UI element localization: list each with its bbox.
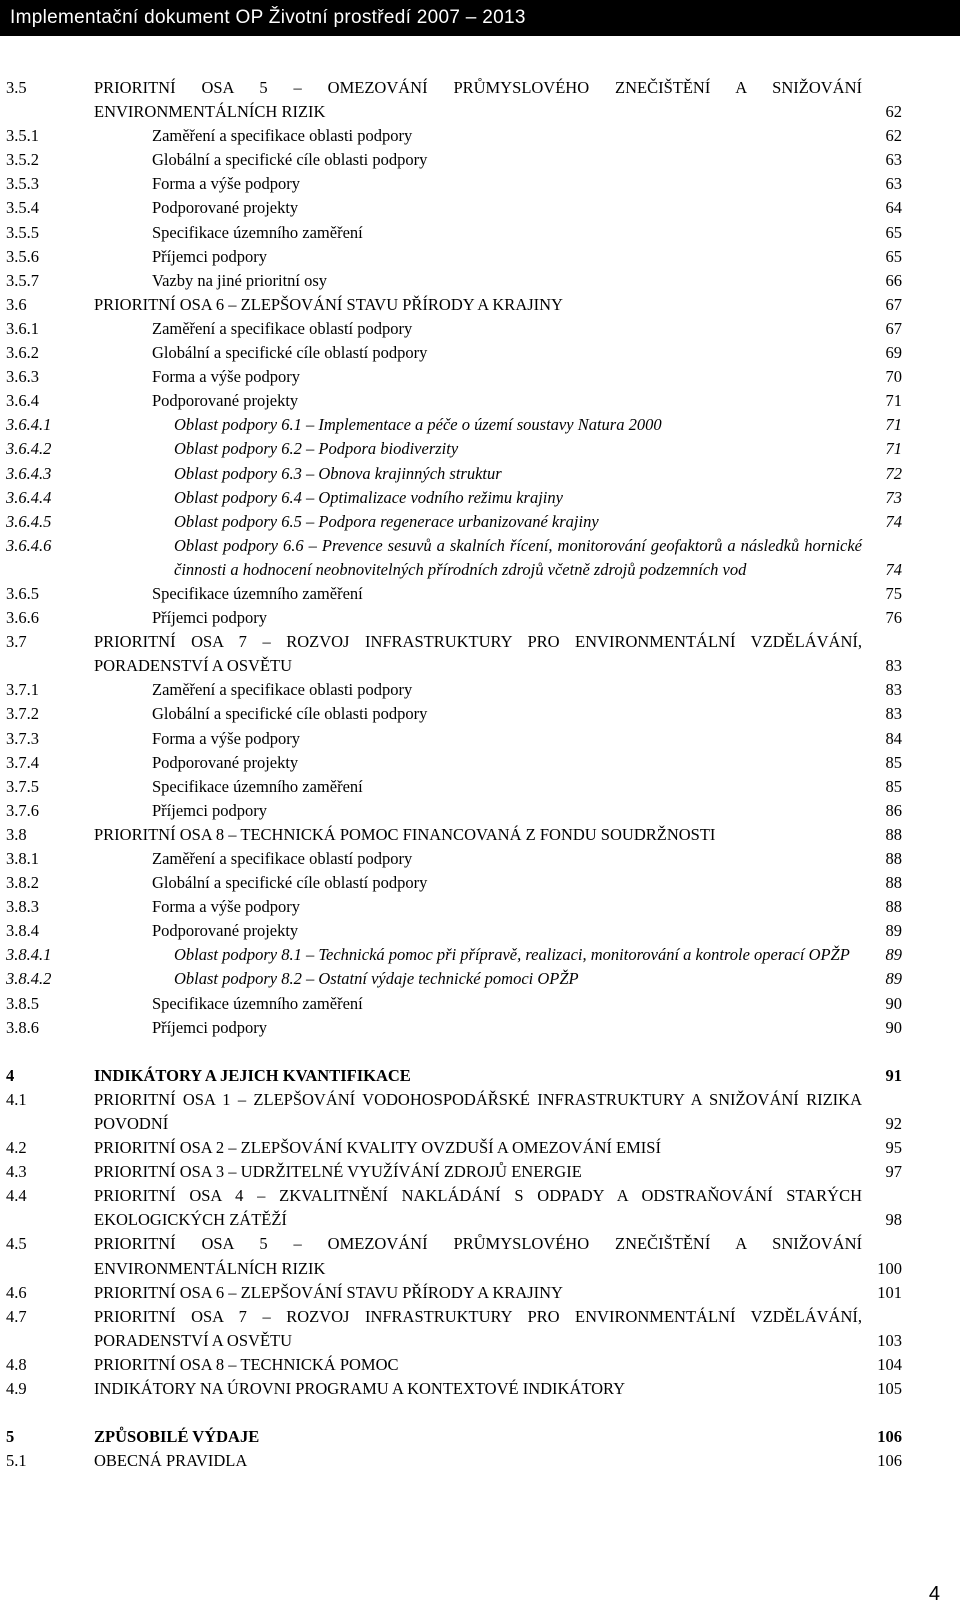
toc-entry[interactable] — [6, 76, 902, 124]
toc-entry-number: 4.2 — [6, 1138, 27, 1158]
toc-entry-title: Příjemci podpory — [152, 246, 268, 266]
toc-entry-page: 106 — [877, 1451, 902, 1471]
toc-entry[interactable] — [6, 775, 902, 799]
toc-entry[interactable] — [6, 269, 902, 293]
toc-entry-title: PRIORITNÍ OSA 6 – ZLEPŠOVÁNÍ STAVU PŘÍRODY A KRAJINY — [94, 294, 563, 314]
toc-entry[interactable] — [6, 221, 902, 245]
toc-entry-number: 3.7.6 — [6, 800, 39, 820]
toc-entry-page: 63 — [885, 150, 902, 170]
toc-entry-title: Příjemci podpory — [152, 1017, 268, 1037]
toc-entry-page: 89 — [885, 945, 902, 965]
toc-entry-page: 76 — [885, 608, 902, 628]
toc-entry-page: 66 — [885, 270, 902, 290]
toc-entry[interactable] — [6, 124, 902, 148]
toc-entry-number: 4.3 — [6, 1162, 27, 1182]
toc-entry-page: 62 — [885, 126, 902, 146]
toc-entry-title: Příjemci podpory — [152, 800, 268, 820]
toc-entry[interactable] — [6, 293, 902, 317]
toc-entry[interactable] — [6, 943, 902, 967]
toc-entry[interactable] — [6, 1088, 902, 1136]
toc-entry[interactable] — [6, 245, 902, 269]
toc-entry[interactable] — [6, 1449, 902, 1473]
toc-entry-title: Příjemci podpory — [152, 608, 268, 628]
toc-entry-number: 3.6.4.1 — [6, 415, 52, 435]
toc-entry-page: 70 — [885, 367, 902, 387]
toc-entry-number: 3.6.4.6 — [6, 535, 52, 555]
toc-entry[interactable] — [6, 534, 902, 582]
toc-entry-page: 74 — [885, 511, 902, 531]
toc-entry-title: Zaměření a specifikace oblasti podpory — [152, 126, 413, 146]
toc-entry-title: Oblast podpory 6.3 – Obnova krajinných struktur — [174, 463, 502, 483]
toc-entry-number: 3.7.2 — [6, 704, 39, 724]
toc-entry-number: 3.6.6 — [6, 608, 39, 628]
toc-entry-title: INDIKÁTORY A JEJICH KVANTIFIKACE — [94, 1065, 411, 1085]
toc-entry-page: 101 — [877, 1282, 902, 1302]
toc-entry-title: PRIORITNÍ OSA 8 – TECHNICKÁ POMOC FINANCOVANÁ Z FONDU SOUDRŽNOSTI — [94, 824, 716, 844]
toc-entry-page: 83 — [885, 680, 902, 700]
toc-entry[interactable] — [6, 967, 902, 991]
toc-entry-number: 3.5.1 — [6, 126, 39, 146]
toc-entry-page: 75 — [885, 583, 902, 603]
toc-entry-number: 3.5.5 — [6, 222, 39, 242]
toc-entry-title: Forma a výše podpory — [152, 174, 301, 194]
toc-entry-title: Globální a specifické cíle oblasti podpory — [152, 704, 428, 724]
toc-entry-page: 67 — [885, 318, 902, 338]
toc-entry[interactable] — [6, 702, 902, 726]
toc-entry[interactable] — [6, 630, 902, 678]
toc-entry-page: 71 — [885, 391, 902, 411]
toc-entry[interactable] — [6, 1136, 902, 1160]
toc-entry-page: 100 — [877, 1258, 902, 1278]
toc-entry-page: 89 — [885, 969, 902, 989]
toc-entry-title: Globální a specifické cíle oblasti podpory — [152, 150, 428, 170]
toc-entry[interactable] — [6, 1305, 902, 1353]
toc-entry[interactable] — [6, 1064, 902, 1088]
toc-entry-number: 3.8.2 — [6, 873, 39, 893]
toc-entry-page: 85 — [885, 752, 902, 772]
toc-entry-page: 72 — [885, 463, 902, 483]
toc-entry-number: 3.6.1 — [6, 318, 39, 338]
toc-entry-title: PRIORITNÍ OSA 7 – ROZVOJ INFRASTRUKTURY PRO ENVIRONMENTÁLNÍ VZDĚLÁVÁNÍ, PORADENSTVÍ A OSVĚTU — [94, 1306, 862, 1350]
toc-entry[interactable] — [6, 413, 902, 437]
toc-entry-title: Vazby na jiné prioritní osy — [152, 270, 328, 290]
toc-entry[interactable] — [6, 799, 902, 823]
toc-entry-page: 98 — [885, 1210, 902, 1230]
toc-entry-page: 65 — [885, 246, 902, 266]
toc-entry-title: Specifikace územního zaměření — [152, 993, 363, 1013]
toc-entry-title: PRIORITNÍ OSA 7 – ROZVOJ INFRASTRUKTURY PRO ENVIRONMENTÁLNÍ VZDĚLÁVÁNÍ, PORADENSTVÍ A OSVĚTU — [94, 632, 862, 676]
toc-entry-title: Forma a výše podpory — [152, 728, 301, 748]
toc-entry-title: PRIORITNÍ OSA 6 – ZLEPŠOVÁNÍ STAVU PŘÍRODY A KRAJINY — [94, 1282, 563, 1302]
toc-entry-number: 3.7 — [6, 632, 27, 652]
toc-entry-page: 105 — [877, 1378, 902, 1398]
toc-entry-number: 3.8.1 — [6, 849, 39, 868]
toc-entry-page: 88 — [885, 824, 902, 844]
toc-entry-number: 3.7.3 — [6, 728, 39, 748]
toc-entry-title: PRIORITNÍ OSA 1 – ZLEPŠOVÁNÍ VODOHOSPODÁŘSKÉ INFRASTRUKTURY A SNIŽOVÁNÍ RIZIKA POVODNÍ — [94, 1089, 862, 1133]
toc-entry-page: 95 — [885, 1138, 902, 1158]
toc-entry-title: PRIORITNÍ OSA 5 – OMEZOVÁNÍ PRŮMYSLOVÉHO ZNEČIŠTĚNÍ A SNIŽOVÁNÍ ENVIRONMENTÁLNÍCH RIZIK — [94, 78, 862, 122]
toc-entry-title: Globální a specifické cíle oblastí podpory — [152, 873, 428, 893]
toc-entry-number: 3.6.5 — [6, 583, 39, 603]
toc-entry-page: 83 — [885, 704, 902, 724]
toc-entry-title: PRIORITNÍ OSA 8 – TECHNICKÁ POMOC — [94, 1354, 399, 1374]
toc-entry[interactable] — [6, 678, 902, 702]
toc-entry[interactable] — [6, 148, 902, 172]
toc-entry-page: 88 — [885, 873, 902, 893]
toc-entry-number: 3.6.4.5 — [6, 511, 52, 531]
toc-entry-number: 3.6.4.3 — [6, 463, 52, 483]
toc-entry-page: 90 — [885, 993, 902, 1013]
toc-entry[interactable] — [6, 317, 902, 341]
toc-entry-number: 3.7.4 — [6, 752, 39, 772]
toc-entry-number: 3.8.5 — [6, 993, 39, 1013]
toc-entry[interactable] — [6, 196, 902, 220]
toc-entry[interactable] — [6, 486, 902, 510]
toc-entry-number: 3.8.3 — [6, 897, 39, 917]
toc-entry-title: Oblast podpory 6.5 – Podpora regenerace urbanizované krajiny — [174, 511, 599, 531]
toc-entry-page: 104 — [877, 1354, 902, 1374]
toc-entry[interactable] — [6, 1184, 902, 1232]
toc-entry-page: 62 — [885, 102, 902, 122]
toc-entry-number: 3.6.4 — [6, 391, 39, 411]
toc-entry[interactable] — [6, 751, 902, 775]
toc-entry-number: 3.5.6 — [6, 246, 39, 266]
toc-entry-number: 3.5 — [6, 78, 27, 97]
toc-entry-number: 4.7 — [6, 1306, 27, 1326]
toc-entry-page: 91 — [885, 1065, 902, 1085]
toc-entry-title: Specifikace územního zaměření — [152, 776, 363, 796]
toc-entry[interactable] — [6, 437, 902, 461]
table-of-contents — [6, 76, 902, 1473]
toc-entry-number: 3.5.3 — [6, 174, 39, 194]
toc-entry[interactable] — [6, 389, 902, 413]
toc-entry-page: 88 — [885, 897, 902, 917]
toc-entry-number: 3.8 — [6, 824, 27, 844]
toc-entry-page: 86 — [885, 800, 902, 820]
toc-entry[interactable] — [6, 847, 902, 871]
toc-entry-number: 5 — [6, 1427, 15, 1447]
toc-entry-number: 4.1 — [6, 1089, 27, 1109]
toc-entry-number: 3.8.6 — [6, 1017, 39, 1037]
toc-entry-page: 73 — [885, 487, 902, 507]
toc-entry[interactable] — [6, 823, 902, 847]
toc-entry[interactable] — [6, 606, 902, 630]
toc-entry[interactable] — [6, 1425, 902, 1449]
toc-entry-title: Podporované projekty — [152, 391, 299, 411]
toc-entry-number: 3.5.4 — [6, 198, 39, 218]
toc-entry[interactable] — [6, 1377, 902, 1401]
toc-entry-title: Specifikace územního zaměření — [152, 222, 363, 242]
toc-entry-number: 3.6.4.2 — [6, 439, 52, 459]
toc-entry[interactable] — [6, 727, 902, 751]
toc-entry-title: Podporované projekty — [152, 198, 299, 218]
toc-entry-title: PRIORITNÍ OSA 2 – ZLEPŠOVÁNÍ KVALITY OVZDUŠÍ A OMEZOVÁNÍ EMISÍ — [94, 1138, 661, 1158]
toc-entry-page: 84 — [885, 728, 902, 748]
document-header: Implementační dokument OP Životní prostředí 2007 – 2013 — [0, 0, 960, 36]
toc-entry-number: 4.5 — [6, 1234, 27, 1254]
toc-entry[interactable] — [6, 895, 902, 919]
toc-entry-number: 3.5.2 — [6, 150, 39, 170]
toc-entry-page: 71 — [885, 439, 902, 459]
toc-entry-page: 74 — [885, 559, 902, 579]
toc-entry-page: 106 — [877, 1427, 902, 1447]
toc-entry-title: OBECNÁ PRAVIDLA — [94, 1451, 248, 1471]
toc-entry-number: 3.6 — [6, 294, 27, 314]
toc-entry-number: 3.6.4.4 — [6, 487, 52, 507]
toc-entry-page: 67 — [885, 294, 902, 314]
toc-entry[interactable] — [6, 1353, 902, 1377]
toc-entry-title: Zaměření a specifikace oblasti podpory — [152, 680, 413, 700]
toc-entry-title: Oblast podpory 6.2 – Podpora biodiverzity — [174, 439, 459, 459]
toc-entry-title: Oblast podpory 8.2 – Ostatní výdaje technické pomoci OPŽP — [174, 969, 579, 989]
toc-entry-number: 3.8.4 — [6, 921, 39, 941]
toc-entry-title: Specifikace územního zaměření — [152, 583, 363, 603]
toc-entry-title: Oblast podpory 8.1 – Technická pomoc při přípravě, realizaci, monitorování a kontrole operací OPŽP — [174, 945, 850, 965]
toc-entry-number: 3.6.2 — [6, 343, 39, 363]
toc-entry-number: 4.6 — [6, 1282, 27, 1302]
toc-entry[interactable] — [6, 1160, 902, 1184]
toc-entry-title: Podporované projekty — [152, 752, 299, 772]
toc-entry-number: 3.7.5 — [6, 776, 39, 796]
toc-entry-title: Forma a výše podpory — [152, 897, 301, 917]
toc-entry[interactable] — [6, 341, 902, 365]
toc-entry-number: 4.4 — [6, 1186, 27, 1206]
toc-entry-number: 3.8.4.1 — [6, 945, 52, 965]
toc-entry-page: 90 — [885, 1017, 902, 1037]
toc-entry[interactable] — [6, 919, 902, 943]
toc-entry[interactable] — [6, 462, 902, 486]
toc-entry-page: 69 — [885, 343, 902, 363]
toc-entry[interactable] — [6, 510, 902, 534]
toc-entry-number: 3.5.7 — [6, 270, 39, 290]
toc-entry-page: 71 — [885, 415, 902, 435]
toc-entry-title: PRIORITNÍ OSA 3 – UDRŽITELNÉ VYUŽÍVÁNÍ ZDROJŮ ENERGIE — [94, 1162, 582, 1182]
toc-entry-title: Podporované projekty — [152, 921, 299, 941]
toc-entry-number: 3.8.4.2 — [6, 969, 52, 989]
toc-entry-title: PRIORITNÍ OSA 4 – ZKVALITNĚNÍ NAKLÁDÁNÍ S ODPADY A ODSTRAŇOVÁNÍ STARÝCH EKOLOGICKÝCH ZÁTĚŽÍ — [94, 1186, 862, 1230]
toc-entry-title: Oblast podpory 6.1 – Implementace a péče o území soustavy Natura 2000 — [174, 415, 662, 435]
toc-entry-number: 5.1 — [6, 1451, 27, 1471]
toc-entry-title: INDIKÁTORY NA ÚROVNI PROGRAMU A KONTEXTOVÉ INDIKÁTORY — [94, 1378, 626, 1398]
toc-entry-title: Globální a specifické cíle oblastí podpory — [152, 343, 428, 363]
toc-entry-page: 97 — [885, 1162, 902, 1182]
toc-entry-page: 65 — [885, 222, 902, 242]
toc-entry-page: 83 — [885, 656, 902, 676]
toc-entry-title: Forma a výše podpory — [152, 367, 301, 387]
toc-entry[interactable] — [6, 1016, 902, 1040]
toc-entry-title: ZPŮSOBILÉ VÝDAJE — [94, 1427, 260, 1447]
toc-entry-title: PRIORITNÍ OSA 5 – OMEZOVÁNÍ PRŮMYSLOVÉHO ZNEČIŠTĚNÍ A SNIŽOVÁNÍ ENVIRONMENTÁLNÍCH RIZIK — [94, 1234, 862, 1278]
toc-entry-page: 103 — [877, 1330, 902, 1350]
toc-entry-number: 3.7.1 — [6, 680, 39, 700]
toc-entry-title: Oblast podpory 6.4 – Optimalizace vodního režimu krajiny — [174, 487, 563, 507]
toc-entry[interactable] — [6, 172, 902, 196]
toc-entry[interactable] — [6, 1232, 902, 1280]
toc-entry-page: 89 — [885, 921, 902, 941]
toc-entry[interactable] — [6, 992, 902, 1016]
toc-entry-number: 3.6.3 — [6, 367, 39, 387]
toc-entry-page: 85 — [885, 776, 902, 796]
toc-entry[interactable] — [6, 365, 902, 389]
toc-entry-title: Oblast podpory 6.6 – Prevence sesuvů a skalních řícení, monitorování geofaktorů a následků hornické činnosti a hodnocení neobnovitelných přírodních zdrojů včetně zdrojů podzemních vod — [174, 535, 862, 579]
toc-entry[interactable] — [6, 582, 902, 606]
toc-entry-page: 88 — [885, 849, 902, 868]
toc-entry-number: 4.9 — [6, 1378, 27, 1398]
toc-entry-number: 4 — [6, 1065, 15, 1085]
toc-entry-page: 63 — [885, 174, 902, 194]
toc-entry[interactable] — [6, 1281, 902, 1305]
toc-entry-page: 92 — [885, 1113, 902, 1133]
toc-entry-number: 4.8 — [6, 1354, 27, 1374]
toc-entry-page: 64 — [885, 198, 902, 218]
toc-entry[interactable] — [6, 871, 902, 895]
toc-entry-title: Zaměření a specifikace oblastí podpory — [152, 318, 413, 338]
toc-entry-title: Zaměření a specifikace oblastí podpory — [152, 849, 413, 868]
page-number: 4 — [928, 1583, 940, 1605]
